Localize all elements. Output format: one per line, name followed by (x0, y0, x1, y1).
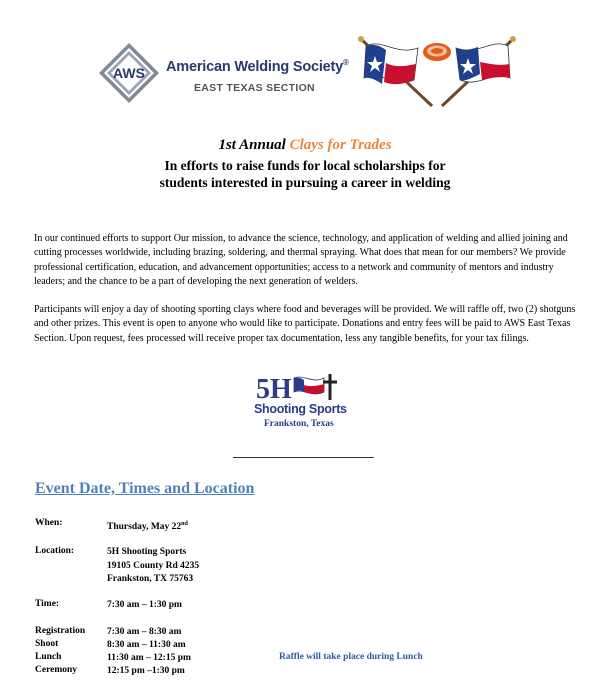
schedule-label-registration: Registration (35, 626, 86, 636)
subtitle-line-2: students interested in pursuing a career in welding (159, 175, 451, 190)
event-title (0, 137, 610, 154)
schedule-label-shoot: Shoot (35, 639, 59, 649)
title-accent: Clays for Trades (289, 137, 392, 153)
clay-target-icon (423, 43, 451, 61)
when-value: Thursday, May 22nd (107, 521, 188, 533)
location-line-1: 5H Shooting Sports (107, 547, 187, 557)
location-line-2: 19105 County Rd 4235 (107, 560, 200, 571)
event-subtitle (0, 157, 610, 191)
right-texas-flag-icon (442, 36, 516, 106)
schedule-label-ceremony: Ceremony (35, 665, 78, 675)
schedule-value-shoot: 8:30 am – 11:30 am (107, 640, 186, 650)
venue-location: Frankston, Texas (264, 419, 334, 429)
venue-name: Shooting Sports (254, 402, 347, 416)
left-texas-flag-icon (358, 36, 432, 106)
aws-logo (96, 40, 349, 110)
location-line-3: Frankston, TX 75763 (107, 574, 194, 584)
aws-name: American Welding Society® (166, 58, 349, 75)
schedule-value-registration: 7:30 am – 8:30 am (107, 627, 182, 637)
aws-monogram: AWS (113, 65, 145, 81)
aws-diamond-icon (98, 42, 160, 104)
participants-paragraph: Participants will enjoy a day of shooting sporting clays where food and beverages will be provided. We will raffle off, two (2) shotguns and other prizes. This event is open to anyone who would like to participate. Donations and entry fees will be paid to AWS East Texas Section. Upon request, fees processed will receive proper tax documentation, less any tangible benefits, for your tax filings. (34, 304, 576, 344)
event-section-heading: Event Date, Times and Location (35, 480, 255, 497)
schedule-value-lunch: 11:30 am – 12:15 pm (107, 653, 191, 663)
divider (233, 457, 374, 458)
texas-flags-logo (352, 34, 522, 114)
shooting-sports-mark-icon (250, 370, 350, 404)
location-value (107, 546, 199, 587)
shooting-sports-logo (250, 370, 350, 442)
when-label: When: (35, 518, 63, 528)
mission-paragraph: In our continued efforts to support Our mission, to advance the science, technology, and application of welding and allied joining and cutting processes worldwide, including brazing, soldering, and thermal spraying. What does that mean for our members? We provide professional certification, education, and advancement opportunities; access to a network and community of mentors and industry leaders; and the chance to be a part of developing the next generation of welders. (34, 233, 568, 288)
schedule-value-ceremony: 12:15 pm –1:30 pm (107, 666, 185, 676)
schedule-label-lunch: Lunch (35, 652, 62, 662)
venue-mark: 5H (256, 374, 292, 404)
raffle-note: Raffle will take place during Lunch (279, 652, 423, 662)
time-value: 7:30 am – 1:30 pm (107, 600, 182, 610)
aws-section-name: EAST TEXAS SECTION (194, 82, 315, 94)
title-prefix: 1st Annual (218, 137, 290, 153)
subtitle-line-1: In efforts to raise funds for local scholarships for (164, 158, 446, 173)
location-label: Location: (35, 546, 75, 556)
time-label: Time: (35, 599, 60, 609)
